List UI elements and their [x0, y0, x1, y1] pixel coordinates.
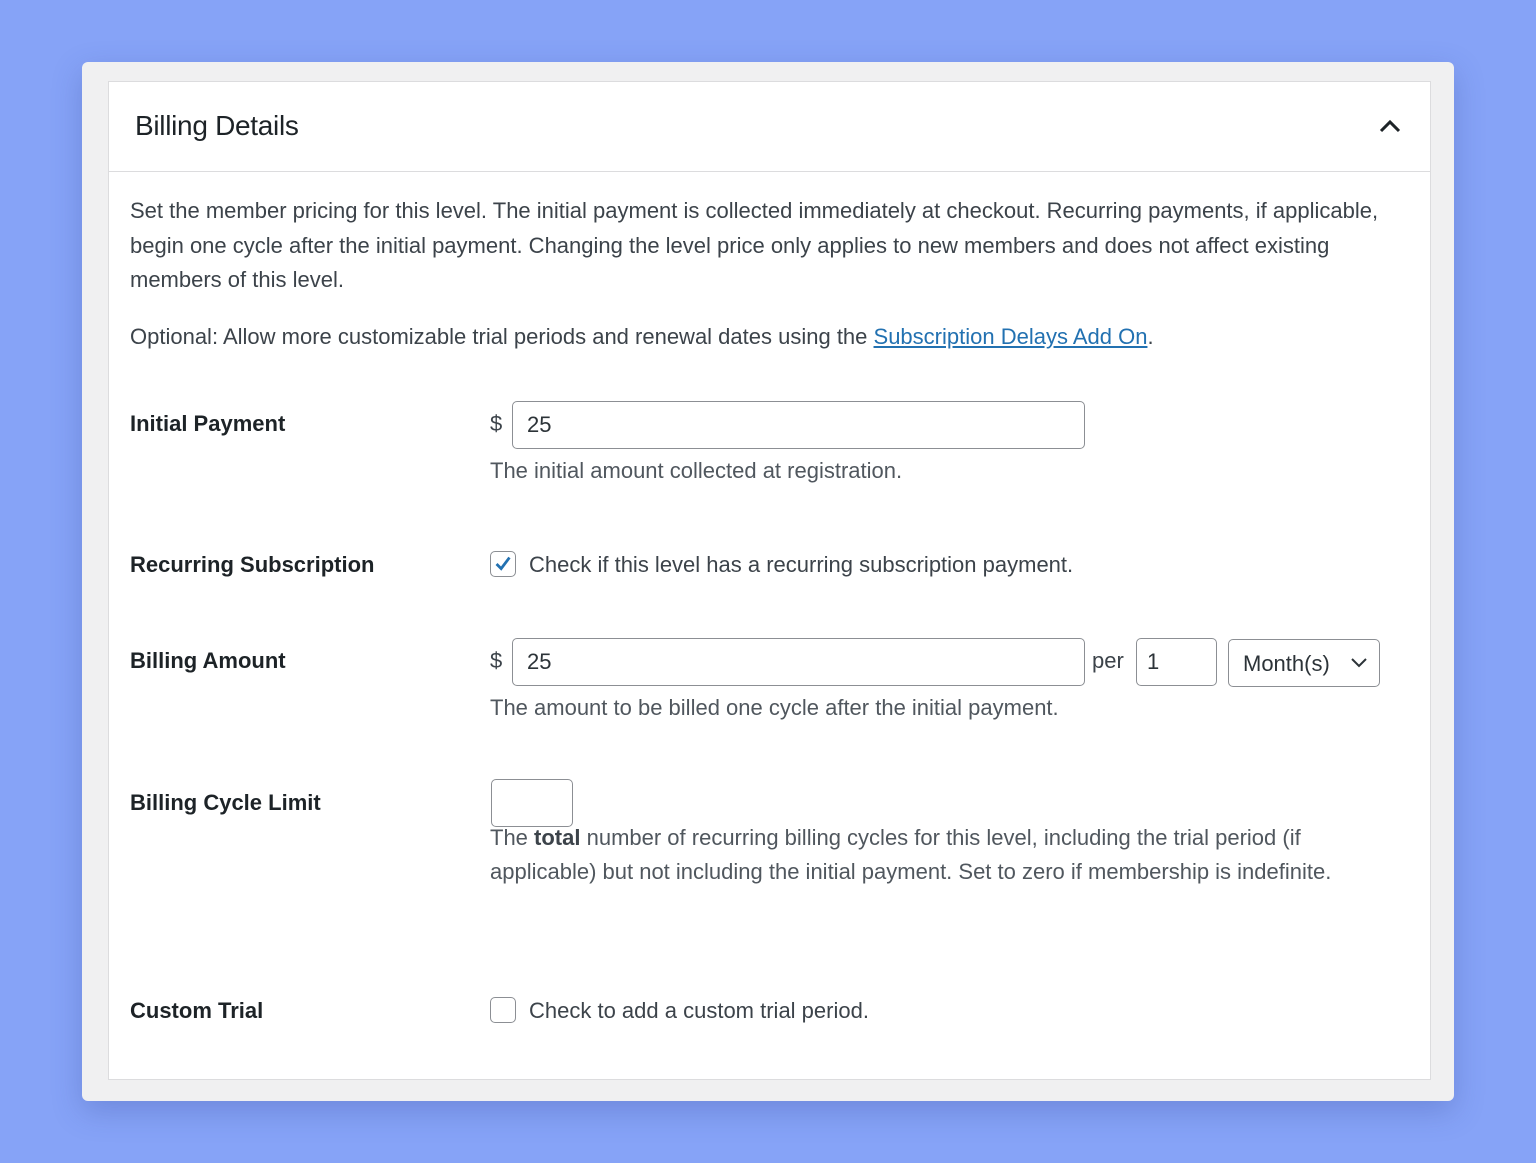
- custom-trial-checkbox[interactable]: [490, 997, 516, 1023]
- cycle-limit-label: Billing Cycle Limit: [130, 790, 321, 815]
- initial-payment-help: The initial amount collected at registration.: [490, 458, 903, 483]
- cycle-limit-input[interactable]: [491, 779, 573, 827]
- panel-header[interactable]: [109, 82, 1430, 172]
- recurring-checkbox[interactable]: [490, 551, 516, 577]
- cycle-period-value: Month(s): [1243, 651, 1330, 676]
- panel-title: Billing Details: [135, 110, 299, 141]
- initial-payment-label: Initial Payment: [130, 411, 286, 436]
- cycle-limit-help: [490, 821, 1390, 889]
- checkmark-icon: [491, 552, 515, 576]
- billing-details-panel: [108, 81, 1431, 1080]
- currency-symbol: $: [490, 411, 503, 436]
- optional-text: [130, 320, 1410, 355]
- panel-description: [130, 194, 1410, 354]
- panel-frame: [82, 62, 1454, 1101]
- custom-trial-text: Check to add a custom trial period.: [529, 998, 869, 1023]
- help-bold: total: [534, 825, 581, 850]
- billing-amount-label: Billing Amount: [130, 648, 286, 673]
- recurring-text: Check if this level has a recurring subscription payment.: [529, 552, 1074, 577]
- cycle-period-select[interactable]: [1228, 639, 1380, 687]
- subscription-delays-link[interactable]: Subscription Delays Add On: [873, 323, 1148, 349]
- billing-amount-help: The amount to be billed one cycle after the initial payment.: [490, 695, 1059, 720]
- help-suffix: number of recurring billing cycles for this level, including the trial period (if applicable) but not including the initial payment. Set to zero if membership is indefinite.: [490, 825, 1332, 884]
- chevron-up-icon[interactable]: [1376, 112, 1404, 140]
- cycle-number-input[interactable]: [1136, 638, 1217, 686]
- help-prefix: The: [490, 825, 535, 850]
- currency-symbol: $: [490, 648, 503, 673]
- per-label: per: [1092, 648, 1124, 673]
- intro-text: Set the member pricing for this level. The initial payment is collected immediately at checkout. Recurring payments, if applicable, begin one cycle after the initial payment. Changing the level price only applies to new members and does not affect existing members of this level.: [130, 198, 1379, 292]
- custom-trial-label: Custom Trial: [130, 998, 264, 1023]
- chevron-down-icon: [1351, 658, 1367, 668]
- optional-prefix: Optional: Allow more customizable trial periods and renewal dates using the: [130, 323, 874, 349]
- initial-payment-input[interactable]: [512, 401, 1085, 449]
- optional-suffix: .: [1147, 323, 1154, 349]
- recurring-label: Recurring Subscription: [130, 552, 375, 577]
- billing-amount-input[interactable]: [512, 638, 1085, 686]
